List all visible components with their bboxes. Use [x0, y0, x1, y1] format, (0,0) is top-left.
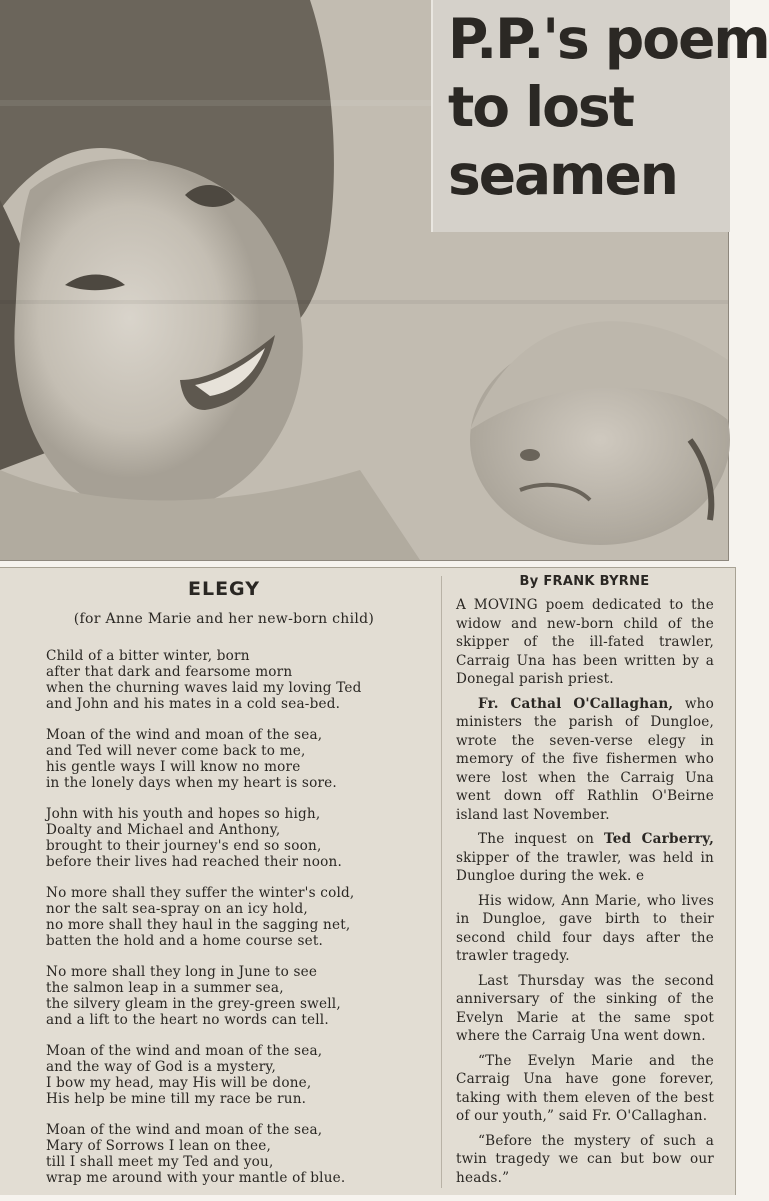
poem-line: in the lonely days when my heart is sore. [46, 775, 337, 791]
article-paragraph-3 [456, 830, 714, 886]
poem-stanza [46, 648, 426, 712]
headline-line-1: P.P.'s poem [448, 7, 769, 71]
poem-line: and the way of God is a mystery, [46, 1059, 277, 1075]
poem-stanza [46, 1122, 426, 1186]
article-paragraph-2 [456, 695, 714, 825]
headline-box [431, 0, 769, 232]
poem-line: John with his youth and hopes so high, [46, 806, 321, 822]
newspaper-photo [0, 0, 769, 561]
poem-line: and Ted will never come back to me, [46, 743, 306, 759]
poem-line: Moan of the wind and moan of the sea, [46, 1043, 323, 1059]
poem-line: till I shall meet my Ted and you, [46, 1154, 274, 1170]
poem-line: the salmon leap in a summer sea, [46, 980, 284, 996]
poem-line: before their lives had reached their noon. [46, 854, 342, 870]
article-body [456, 596, 714, 1193]
article-paragraph-1: A MOVING poem dedicated to the widow and new-born child of the skipper of the ill-fated trawler, Carraig Una has been written by a Donegal parish priest. [456, 597, 714, 687]
poem-stanzas [46, 648, 426, 1201]
priest-name: Fr. Cathal O'Callaghan, [478, 695, 674, 712]
poem-line: no more shall they haul in the sagging net, [46, 917, 351, 933]
article-clipping [0, 567, 736, 1195]
article-paragraph-7: “Before the mystery of such a twin tragedy we can but bow our heads.” [456, 1132, 714, 1186]
poem-stanza [46, 885, 426, 949]
poem-stanza [46, 727, 426, 791]
poem-line: No more shall they suffer the winter's cold, [46, 885, 355, 901]
poem-line: brought to their journey's end so soon, [46, 838, 322, 854]
poem-line: Moan of the wind and moan of the sea, [46, 727, 323, 743]
poem-line: wrap me around with your mantle of blue. [46, 1170, 346, 1186]
article-column [452, 568, 717, 1195]
headline-line-3: seamen [448, 143, 677, 207]
skipper-name: Ted Carberry, [603, 831, 715, 847]
poem-line: when the churning waves laid my loving Ted [46, 680, 362, 696]
poem-stanza [46, 1043, 426, 1107]
poem-line: No more shall they long in June to see [46, 964, 318, 980]
poem-stanza [46, 806, 426, 870]
article-paragraph-6: “The Evelyn Marie and the Carraig Una have gone forever, taking with them eleven of the best of our youth,” said Fr. O'Callaghan. [456, 1052, 714, 1124]
article-paragraph-3-a: The inquest on [478, 831, 604, 847]
poem-line: Mary of Sorrows I lean on thee, [46, 1138, 272, 1154]
poem-dedication: (for Anne Marie and her new-born child) [73, 611, 375, 627]
poem-line: Moan of the wind and moan of the sea, [46, 1122, 323, 1138]
poem-line: and a lift to the heart no words can tell. [46, 1012, 329, 1028]
article-paragraph-4: His widow, Ann Marie, who lives in Dungloe, gave birth to their second child four days after the trawler tragedy. [456, 892, 714, 964]
article-paragraph-5: Last Thursday was the second anniversary of the sinking of the Evelyn Marie at the same spot where the Carraig Una went down. [456, 972, 714, 1044]
article-paragraph-2-text: who ministers the parish of Dungloe, wrote the seven-verse elegy in memory of the five fishermen who were lost when the Carraig Una went down off Rathlin O'Beirne island last November. [456, 695, 714, 823]
headline-line-2: to lost [448, 75, 633, 139]
headline [448, 5, 769, 209]
poem-column [14, 568, 434, 1195]
poem-line: I bow my head, may His will be done, [46, 1075, 312, 1091]
poem-line: nor the salt sea-spray on an icy hold, [46, 901, 308, 917]
poem-line: his gentle ways I will know no more [46, 759, 301, 775]
poem-line: after that dark and fearsome morn [46, 664, 293, 680]
poem-line: Doalty and Michael and Anthony, [46, 822, 281, 838]
poem-title: ELEGY [187, 578, 260, 600]
poem-line: batten the hold and a home course set. [46, 933, 324, 949]
poem-line: Child of a bitter winter, born [46, 648, 250, 664]
poem-stanza [46, 964, 426, 1028]
article-paragraph-3-b: skipper of the trawler, was held in Dungloe during the wek. e [456, 849, 714, 884]
poem-line: His help be mine till my race be run. [46, 1091, 307, 1107]
column-divider [441, 576, 442, 1188]
poem-line: and John and his mates in a cold sea-bed. [46, 696, 341, 712]
poem-line: the silvery gleam in the grey-green swell, [46, 996, 341, 1012]
byline: By FRANK BYRNE [519, 574, 650, 589]
